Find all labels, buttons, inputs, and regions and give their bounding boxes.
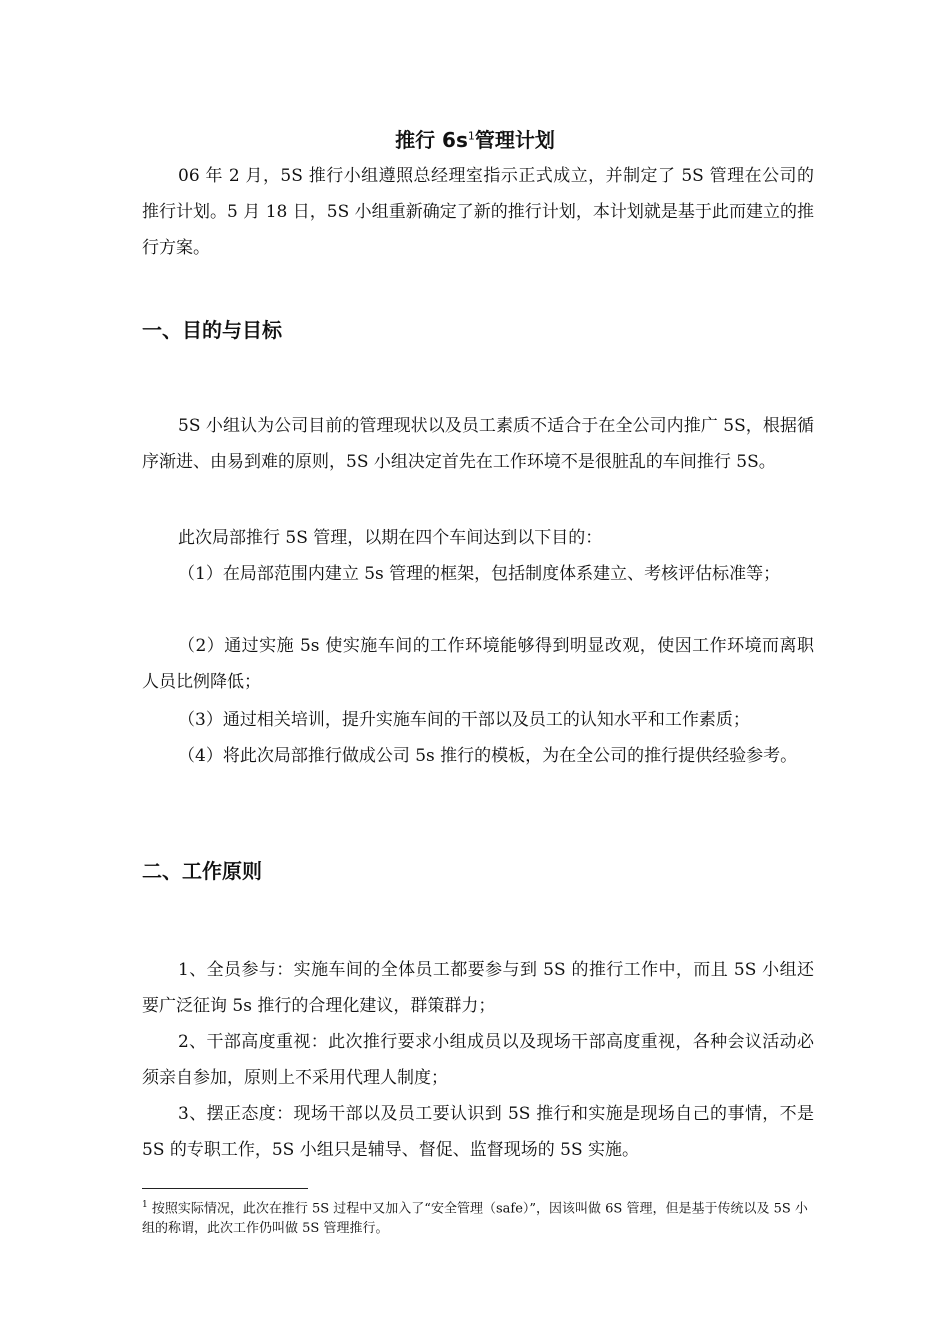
principle-item-1: 1、全员参与：实施车间的全体员工都要参与到 5S 的推行工作中，而且 5S 小组还要广泛征询 5s 推行的合理化建议，群策群力； xyxy=(142,960,814,1016)
title-text-suffix: 管理计划 xyxy=(474,128,555,152)
goals-paragraph-1: 5S 小组认为公司目前的管理现状以及员工素质不适合于在全公司内推广 5S，根据循序渐进、由易到难的原则，5S 小组决定首先在工作环境不是很脏乱的车间推行 5S。 xyxy=(142,416,814,472)
footnote xyxy=(142,1195,814,1239)
document-title xyxy=(0,124,950,153)
goal-item-1: （1）在局部范围内建立 5s 管理的框架，包括制度体系建立、考核评估标准等； xyxy=(178,564,781,584)
footnote-reference-marker[interactable]: 1 xyxy=(467,129,475,143)
goal-item-3: （3）通过相关培训，提升实施车间的干部以及员工的认知水平和工作素质； xyxy=(178,710,750,730)
goals-paragraph-2: 此次局部推行 5S 管理，以期在四个车间达到以下目的： xyxy=(178,528,603,548)
footnote-marker: 1 xyxy=(142,1200,148,1210)
intro-paragraph: 06 年 2 月，5S 推行小组遵照总经理室指示正式成立，并制定了 5S 管理在公司的推行计划。5 月 18 日，5S 小组重新确定了新的推行计划，本计划就是基于此而建立的推行方案。 xyxy=(142,166,814,258)
principle-item-3: 3、摆正态度：现场干部以及员工要认识到 5S 推行和实施是现场自己的事情，不是 5S 的专职工作，5S 小组只是辅导、督促、监督现场的 5S 实施。 xyxy=(142,1104,814,1160)
section-heading-principles: 二、工作原则 xyxy=(142,859,262,883)
section-heading-goals: 一、目的与目标 xyxy=(142,318,282,342)
title-text-prefix: 推行 6s xyxy=(395,128,468,152)
footnote-text: 按照实际情况，此次在推行 5S 过程中又加入了“安全管理（safe）”，因该叫做 6S 管理，但是基于传统以及 5S 小组的称谓，此次工作仍叫做 5S 管理推行。 xyxy=(142,1201,808,1237)
footnote-separator xyxy=(142,1188,308,1189)
goal-item-2: （2）通过实施 5s 使实施车间的工作环境能够得到明显改观，使因工作环境而离职人员比例降低； xyxy=(142,636,814,692)
goal-item-4: （4）将此次局部推行做成公司 5s 推行的模板，为在全公司的推行提供经验参考。 xyxy=(178,746,798,766)
principle-item-2: 2、干部高度重视：此次推行要求小组成员以及现场干部高度重视，各种会议活动必须亲自参加，原则上不采用代理人制度； xyxy=(142,1032,814,1088)
